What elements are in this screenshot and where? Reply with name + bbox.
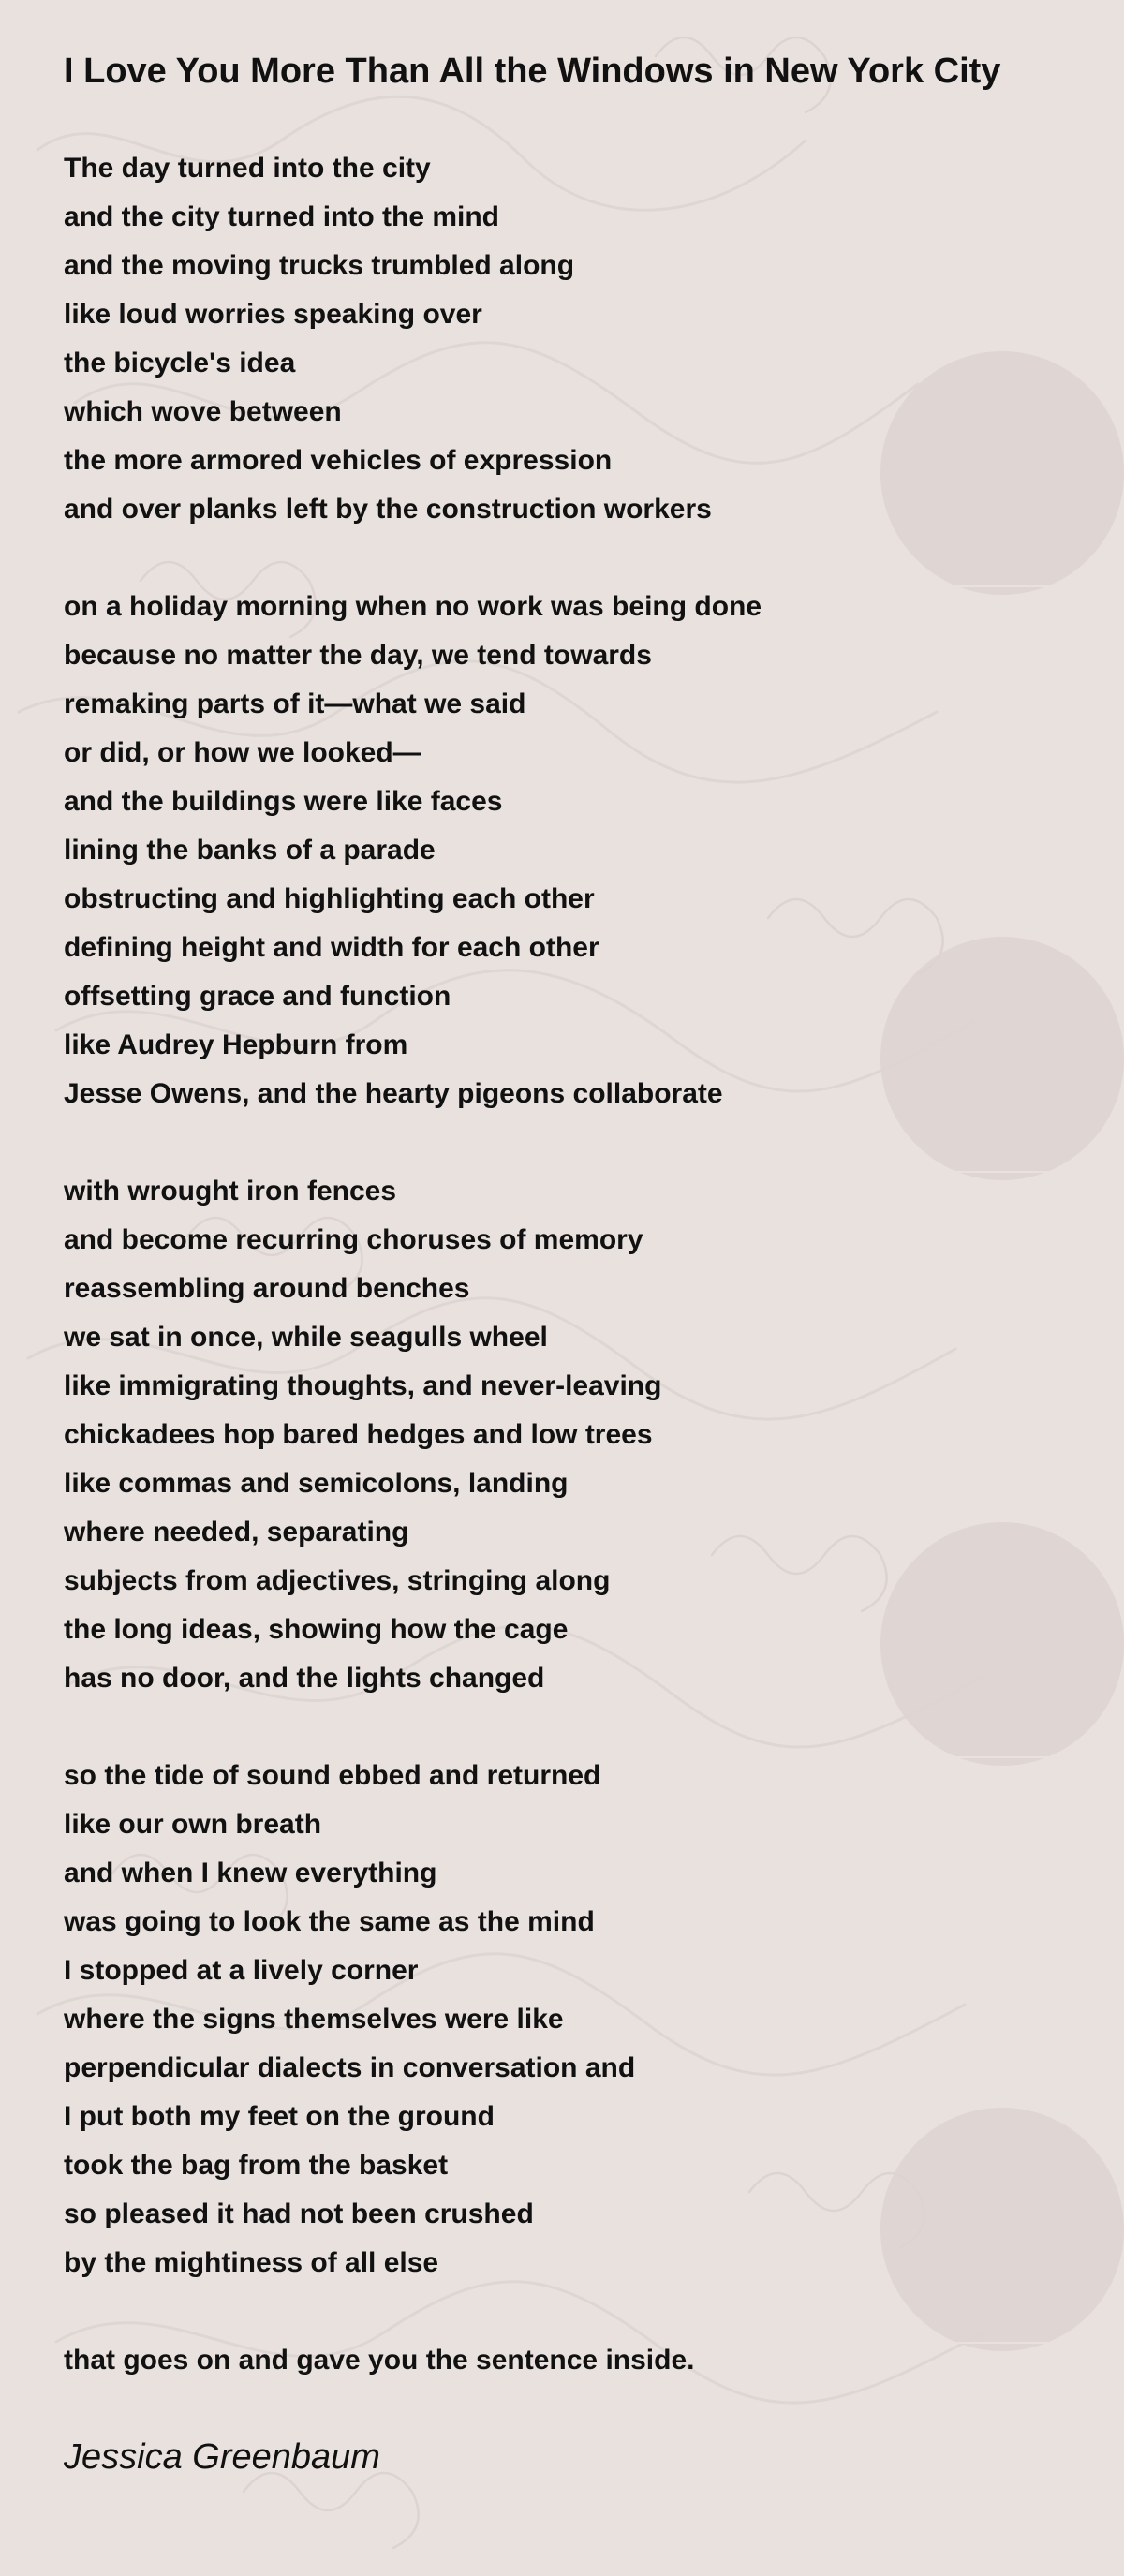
poem-line: remaking parts of it—what we said [64,688,526,719]
poem-line: like commas and semicolons, landing [64,1468,569,1499]
poem-line: and become recurring choruses of memory [64,1224,643,1255]
poem-line: we sat in once, while seagulls wheel [64,1322,548,1353]
poem-line: with wrought iron fences [64,1176,397,1207]
poem-title: I Love You More Than All the Windows in New York City [64,52,1001,91]
poem-line: reassembling around benches [64,1273,470,1304]
stanza-3 [64,1167,1057,1703]
poem-line: I stopped at a lively corner [64,1955,419,1986]
stanza-2 [64,583,1057,1118]
poem-line: chickadees hop bared hedges and low trees [64,1419,653,1450]
poem-line: the long ideas, showing how the cage [64,1614,569,1645]
poem-line: and the buildings were like faces [64,786,503,817]
poem-line: because no matter the day, we tend towards [64,640,652,671]
poem-line: offsetting grace and function [64,981,451,1012]
poem-line: took the bag from the basket [64,2150,449,2181]
poem-line: I put both my feet on the ground [64,2101,495,2132]
poem-line: lining the banks of a parade [64,835,436,866]
poem-line: Jesse Owens, and the hearty pigeons collaborate [64,1078,723,1109]
poem-line: obstructing and highlighting each other [64,883,595,914]
poem-line: like loud worries speaking over [64,299,482,330]
poem-line: on a holiday morning when no work was being done [64,591,762,622]
poem-line: or did, or how we looked— [64,737,422,768]
poem-line: the bicycle's idea [64,348,296,378]
poem-line: the more armored vehicles of expression [64,445,613,476]
stanza-1 [64,144,1057,534]
stanza-4 [64,1752,1057,2287]
poem-line: which wove between [64,396,342,427]
poem-line: subjects from adjectives, stringing along [64,1565,611,1596]
poem-line: where the signs themselves were like [64,2004,564,2035]
poem-line: defining height and width for each other [64,932,599,963]
poem-line: and the city turned into the mind [64,201,499,232]
poem-line: perpendicular dialects in conversation and [64,2052,636,2083]
poem-line: has no door, and the lights changed [64,1663,545,1694]
poem-line: and when I knew everything [64,1858,437,1888]
poem-body [64,144,1057,2385]
poem-author[interactable]: Jessica Greenbaum [64,2437,380,2477]
poem-line: by the mightiness of all else [64,2247,439,2278]
poem-line: so pleased it had not been crushed [64,2198,534,2229]
poem-line: and the moving trucks trumbled along [64,250,575,281]
poem-line: was going to look the same as the mind [64,1906,595,1937]
poem-line: like immigrating thoughts, and never-leaving [64,1370,662,1401]
poem-line: The day turned into the city [64,153,431,184]
stanza-5 [64,2336,1057,2385]
poem-line: like Audrey Hepburn from [64,1029,408,1060]
poem-line: so the tide of sound ebbed and returned [64,1760,601,1791]
poem-line: like our own breath [64,1809,322,1840]
poem-line: that goes on and gave you the sentence inside. [64,2345,695,2376]
poem-line: where needed, separating [64,1517,409,1547]
poem-container [64,47,1057,2480]
poem-line: and over planks left by the construction workers [64,494,712,525]
